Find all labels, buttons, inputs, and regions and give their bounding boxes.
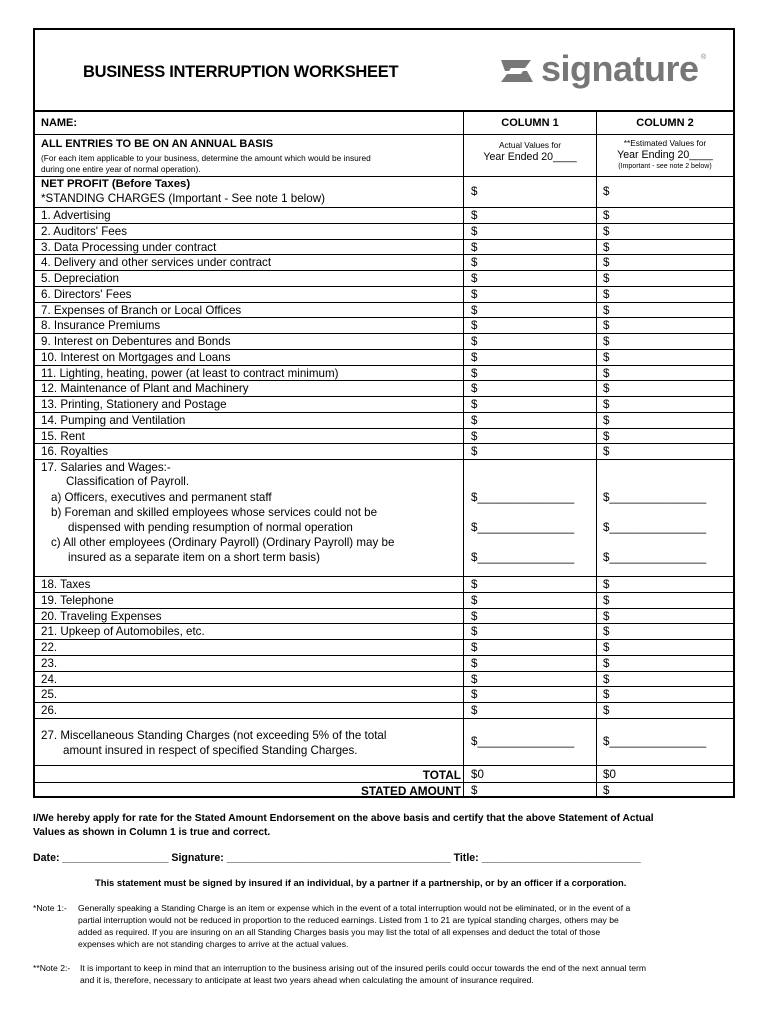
- net-profit-col2: $: [603, 185, 610, 198]
- column1-amount[interactable]: $: [471, 366, 478, 380]
- column1-amount[interactable]: $: [471, 350, 478, 364]
- note2-line1: It is important to keep in mind that an interruption to the business arising out of the insured perils could occur towards the end of the next annual term: [80, 963, 647, 973]
- column2-amount[interactable]: $: [603, 704, 610, 717]
- column2-amount[interactable]: $: [603, 272, 610, 285]
- salaries-c-col2[interactable]: $_______________: [603, 551, 707, 564]
- net-profit-label: NET PROFIT (Before Taxes): [41, 178, 191, 190]
- column2-amount[interactable]: $: [603, 350, 610, 364]
- column2-amount[interactable]: $: [603, 688, 610, 702]
- item-label: 10. Interest on Mortgages and Loans: [41, 350, 231, 364]
- item-label: 13. Printing, Stationery and Postage: [41, 398, 227, 411]
- column2-amount[interactable]: $: [603, 609, 610, 623]
- column2-amount[interactable]: $: [603, 256, 610, 270]
- item-label: 26.: [41, 704, 58, 717]
- note1-line2: partial interruption would not be reduced in proportion to the reduced earnings. Listed from 1 to 21 are typical standing charges, others may be: [78, 915, 619, 925]
- note1-line1: Generally speaking a Standing Charge is an item or expense which in the event of a total interruption would not be eliminated, or in the event of a: [78, 903, 631, 913]
- misc-col2[interactable]: $_______________: [603, 735, 707, 748]
- column2-amount[interactable]: $: [603, 240, 610, 254]
- table-row: [35, 672, 733, 688]
- column2-amount[interactable]: $: [603, 319, 610, 333]
- column1-amount[interactable]: $: [471, 272, 478, 285]
- table-row: [35, 366, 733, 382]
- table-row: [35, 240, 733, 256]
- total-row: [35, 766, 733, 783]
- salaries-a-col1[interactable]: $_______________: [471, 491, 575, 504]
- item-label: 18. Taxes: [41, 578, 91, 591]
- column1-amount[interactable]: $: [471, 240, 478, 254]
- column1-amount[interactable]: $: [471, 609, 478, 623]
- column1-amount[interactable]: $: [471, 625, 478, 639]
- name-row: [35, 112, 733, 135]
- item-label: 4. Delivery and other services under contract: [41, 256, 272, 270]
- column1-amount[interactable]: $: [471, 382, 478, 396]
- column2-amount[interactable]: $: [603, 445, 610, 459]
- stated-amount-col2[interactable]: $: [603, 784, 610, 797]
- table-row: [35, 687, 733, 703]
- column2-amount[interactable]: $: [603, 641, 610, 654]
- column2-note: (Important - see note 2 below): [618, 163, 712, 170]
- column1-amount[interactable]: $: [471, 656, 478, 670]
- column1-amount[interactable]: $: [471, 672, 478, 686]
- table-row: [35, 334, 733, 350]
- total-label: TOTAL: [422, 768, 461, 782]
- column1-sub1: Actual Values for: [498, 140, 562, 150]
- table-row: [35, 577, 733, 593]
- column2-amount[interactable]: $: [603, 287, 610, 301]
- salaries-b-col1[interactable]: $_______________: [471, 521, 575, 534]
- table-row: [35, 609, 733, 625]
- annual-basis-note-line1: (For each item applicable to your business, determine the amount which would be insured: [41, 153, 371, 163]
- item-label: 12. Maintenance of Plant and Machinery: [41, 382, 249, 396]
- certification-line2: Values as shown in Column 1 is true and correct.: [33, 827, 271, 838]
- annual-basis-row: [35, 135, 733, 177]
- table-row: [35, 413, 733, 429]
- salaries-a-col2[interactable]: $_______________: [603, 491, 707, 504]
- form-title: BUSINESS INTERRUPTION WORKSHEET: [83, 63, 399, 81]
- item-label: 20. Traveling Expenses: [41, 609, 162, 623]
- table-row: [35, 640, 733, 656]
- column2-amount[interactable]: $: [603, 672, 610, 686]
- salaries-c-col1[interactable]: $_______________: [471, 551, 575, 564]
- column2-amount[interactable]: $: [603, 398, 610, 411]
- item-label: 22.: [41, 641, 58, 654]
- salaries-b-col2[interactable]: $_______________: [603, 521, 707, 534]
- column1-amount[interactable]: $: [471, 578, 478, 591]
- salaries-l7: insured as a separate item on a short term basis): [68, 551, 320, 564]
- misc-col1[interactable]: $_______________: [471, 735, 575, 748]
- column1-heading: COLUMN 1: [501, 117, 559, 129]
- item-label: 24.: [41, 672, 58, 686]
- stated-amount-col1[interactable]: $: [471, 784, 478, 797]
- item-label: 8. Insurance Premiums: [41, 319, 161, 333]
- column2-amount[interactable]: $: [603, 303, 610, 317]
- table-row: [35, 318, 733, 334]
- column1-amount[interactable]: $: [471, 303, 478, 317]
- column2-sub1: **Estimated Values for: [623, 138, 707, 148]
- column2-amount[interactable]: $: [603, 656, 610, 670]
- table-row: [35, 224, 733, 240]
- note2-label: **Note 2:-: [33, 963, 71, 973]
- table-row: [35, 208, 733, 224]
- total-col2: $0: [603, 768, 616, 781]
- column2-amount[interactable]: $: [603, 224, 610, 238]
- item-label: 6. Directors' Fees: [41, 287, 132, 301]
- item-label: 7. Expenses of Branch or Local Offices: [41, 303, 242, 317]
- table-row: [35, 397, 733, 413]
- misc-l2: amount insured in respect of specified Standing Charges.: [63, 744, 358, 757]
- item-label: 25.: [41, 688, 58, 702]
- standing-charges-label: *STANDING CHARGES (Important - See note 1 below): [41, 192, 325, 205]
- item-label: 2. Auditors' Fees: [41, 224, 127, 238]
- item-label: 1. Advertising: [41, 209, 111, 222]
- signature-logo: [497, 48, 717, 92]
- column2-year-ending: Year Ending 20____: [617, 149, 713, 161]
- column1-amount[interactable]: $: [471, 319, 478, 333]
- column1-amount[interactable]: $: [471, 445, 478, 459]
- table-row: [35, 429, 733, 445]
- column1-amount[interactable]: $: [471, 688, 478, 702]
- item-label: 14. Pumping and Ventilation: [41, 413, 186, 427]
- column1-amount[interactable]: $: [471, 641, 478, 654]
- column1-amount[interactable]: $: [471, 335, 478, 348]
- net-profit-col1: $: [471, 185, 478, 198]
- note1-label: *Note 1:-: [33, 903, 67, 913]
- column2-amount[interactable]: $: [603, 578, 610, 591]
- logo-wordmark: signature: [541, 48, 699, 89]
- signature-requirement: This statement must be signed by insured if an individual, by a partner if a partnership, or by an officer if a corporation.: [95, 877, 627, 888]
- column1-amount[interactable]: $: [471, 256, 478, 270]
- column2-amount[interactable]: $: [603, 382, 610, 396]
- salaries-l2: Classification of Payroll.: [66, 475, 190, 488]
- table-row: [35, 444, 733, 460]
- table-row: [35, 624, 733, 640]
- column2-amount[interactable]: $: [603, 429, 610, 443]
- salaries-l6: c) All other employees (Ordinary Payroll) (Ordinary Payroll) may be: [51, 536, 395, 549]
- column1-year-ended: Year Ended 20____: [483, 151, 577, 163]
- stated-amount-row: [35, 782, 733, 796]
- salaries-l4: b) Foreman and skilled employees whose services could not be: [51, 506, 378, 519]
- column2-amount[interactable]: $: [603, 209, 610, 222]
- item-label: 15. Rent: [41, 429, 85, 443]
- registered-mark: ®: [701, 54, 707, 61]
- form-header: [35, 30, 733, 112]
- salaries-l5: dispensed with pending resumption of normal operation: [68, 521, 353, 534]
- column2-amount[interactable]: $: [603, 593, 610, 607]
- table-row: [35, 656, 733, 672]
- table-row: [35, 287, 733, 303]
- table-row: [35, 593, 733, 609]
- column1-amount[interactable]: $: [471, 413, 478, 427]
- item-label: 5. Depreciation: [41, 272, 119, 285]
- total-col1: $0: [471, 768, 484, 781]
- signature-logo-icon: [497, 56, 537, 86]
- column2-amount[interactable]: $: [603, 413, 610, 427]
- column2-amount[interactable]: $: [603, 625, 610, 639]
- table-row: [35, 255, 733, 271]
- column1-amount[interactable]: $: [471, 704, 478, 717]
- salaries-l3: a) Officers, executives and permanent staff: [51, 491, 272, 504]
- item-label: 16. Royalties: [41, 445, 109, 459]
- item-label: 23.: [41, 656, 58, 670]
- name-label: NAME:: [41, 117, 78, 129]
- column2-amount[interactable]: $: [603, 366, 610, 380]
- column1-amount[interactable]: $: [471, 593, 478, 607]
- column2-amount[interactable]: $: [603, 335, 610, 348]
- item-label: 21. Upkeep of Automobiles, etc.: [41, 625, 205, 639]
- certification-line1: I/We hereby apply for rate for the Stated Amount Endorsement on the above basis and certify that the above Statement of Actual: [33, 813, 654, 824]
- item-label: 11. Lighting, heating, power (at least to contract minimum): [41, 366, 339, 380]
- stated-amount-label: STATED AMOUNT: [360, 784, 461, 798]
- salaries-l1: 17. Salaries and Wages:-: [41, 461, 171, 474]
- misc-l1: 27. Miscellaneous Standing Charges (not exceeding 5% of the total: [41, 729, 387, 742]
- column1-amount[interactable]: $: [471, 287, 478, 301]
- column1-amount[interactable]: $: [471, 209, 478, 222]
- worksheet-form: [33, 28, 735, 798]
- column1-amount[interactable]: $: [471, 224, 478, 238]
- table-row: [35, 381, 733, 397]
- note1-line3: added as required. If you are insuring on an all Standing Charges basis you may list the total of all expenses and deduct the total of those: [78, 927, 601, 937]
- note2-line2: and it is, therefore, necessary to anticipate at least two years ahead when calculating the amount of insurance required.: [80, 975, 534, 985]
- table-row: [35, 271, 733, 287]
- note1-line4: expenses which are not standing charges to arrive at the actual values.: [78, 939, 349, 949]
- annual-basis-heading: ALL ENTRIES TO BE ON AN ANNUAL BASIS: [41, 138, 274, 150]
- table-row: [35, 303, 733, 319]
- salaries-row: [35, 460, 733, 577]
- column1-amount[interactable]: $: [471, 398, 478, 411]
- item-label: 19. Telephone: [41, 593, 114, 607]
- column1-amount[interactable]: $: [471, 429, 478, 443]
- signature-line[interactable]: Date: __________________ Signature: ______________________________________ Title: ___________________________: [33, 852, 641, 864]
- item-label: 3. Data Processing under contract: [41, 240, 217, 254]
- column2-heading: COLUMN 2: [636, 117, 694, 129]
- table-row: [35, 703, 733, 719]
- table-row: [35, 350, 733, 366]
- net-profit-row: [35, 177, 733, 208]
- annual-basis-note-line2: during one entire year of normal operation).: [41, 164, 201, 174]
- misc-row: [35, 719, 733, 766]
- item-label: 9. Interest on Debentures and Bonds: [41, 335, 231, 348]
